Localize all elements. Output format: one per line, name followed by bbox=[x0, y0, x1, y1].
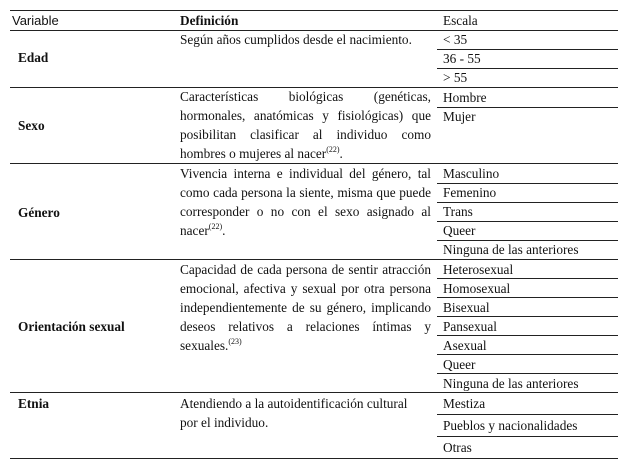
scale-item: Heterosexual bbox=[443, 262, 514, 277]
scale-item: Otras bbox=[443, 440, 472, 455]
definition-text: Capacidad de cada persona de sentir atracción emocional, afectiva y sexual por otra persona independientemente de su género, implicando deseos relativos a relaciones íntimas y sexuales. bbox=[180, 262, 431, 353]
scale-item: Pansexual bbox=[443, 319, 497, 334]
scale-item: Homosexual bbox=[443, 281, 511, 296]
citation: (23) bbox=[228, 336, 242, 346]
scale-separator bbox=[437, 414, 618, 415]
row-definition-genero bbox=[180, 164, 431, 240]
row-definition-edad bbox=[180, 30, 431, 49]
row-definition-etnia bbox=[180, 394, 420, 432]
scale-item: Pueblos y nacionalidades bbox=[443, 418, 578, 433]
scale-item: Mujer bbox=[443, 109, 476, 124]
row-variable-edad: Edad bbox=[18, 50, 49, 65]
row-variable-etnia: Etnia bbox=[18, 396, 50, 411]
scale-separator bbox=[437, 436, 618, 437]
scale-item: Asexual bbox=[443, 338, 487, 353]
scale-item: Femenino bbox=[443, 185, 497, 200]
header-escala: Escala bbox=[443, 13, 478, 28]
scale-item: Ninguna de las anteriores bbox=[443, 242, 579, 257]
rule-top bbox=[10, 10, 618, 11]
row-definition-sexo bbox=[180, 87, 431, 163]
scale-item: Hombre bbox=[443, 90, 487, 105]
definition-text: Atendiendo a la autoidentificación cultural por el individuo. bbox=[180, 396, 408, 430]
definition-text: Vivencia interna e individual del género, tal como cada persona la siente, misma que puede corresponder o no con el sexo asignado al nacer bbox=[180, 166, 431, 238]
scale-item: Ninguna de las anteriores bbox=[443, 376, 579, 391]
definition-end: . bbox=[339, 146, 343, 161]
scale-item: Mestiza bbox=[443, 396, 486, 411]
scale-item: Trans bbox=[443, 204, 473, 219]
scale-item: 36 - 55 bbox=[443, 51, 481, 66]
definition-text: Según años cumplidos desde el nacimiento. bbox=[180, 32, 412, 47]
scale-item: Masculino bbox=[443, 166, 500, 181]
row-variable-orientacion: Orientación sexual bbox=[18, 319, 125, 334]
row-variable-sexo: Sexo bbox=[18, 118, 45, 133]
scale-item: < 35 bbox=[443, 32, 468, 47]
header-variable: Variable bbox=[12, 13, 59, 28]
scale-item: Queer bbox=[443, 223, 476, 238]
definition-end: . bbox=[222, 223, 226, 238]
header-definicion: Definición bbox=[180, 13, 239, 28]
rule-bottom bbox=[10, 458, 618, 459]
scale-item: Queer bbox=[443, 357, 476, 372]
scale-item: > 55 bbox=[443, 70, 468, 85]
citation: (22) bbox=[208, 221, 223, 231]
citation: (22) bbox=[326, 144, 340, 154]
scale-item: Bisexual bbox=[443, 300, 490, 315]
definition-text: Características biológicas (genéticas, hormonales, anatómicas y fisiológicas) que posibilitan clasificar al individuo como hombres o mujeres al nacer bbox=[180, 89, 431, 161]
row-definition-orientacion bbox=[180, 260, 431, 355]
row-variable-genero: Género bbox=[18, 205, 60, 220]
